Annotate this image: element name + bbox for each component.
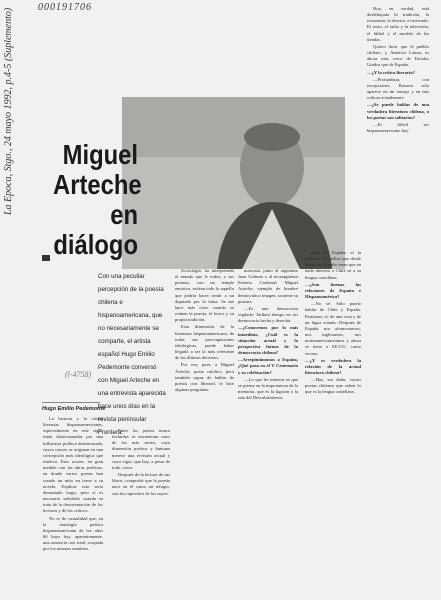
paragraph: La historia y la crítica literarias hispanoamericanas, especialmente en este siglo, están distorsionadas por una influencia política desmesurada, cuyos cauces se originan en una concepción más ideológica que estética. Esto ocurre, en gran medida con las obras poéticas, en donde varios poetas han creado un mito en torno a su novela. Explicar esto sería demasiado largo; pero sí es necesario señalarlo cuando se trata de la desorientación de los lectores y de los críticos. [43, 416, 103, 514]
byline: Hugo Emilio Pedemonte [42, 406, 106, 412]
paragraph: —Lo que les interesa es que se piense en la importancia de la memoria, que es la ligazón y la raíz del Descubrimiento. [238, 376, 298, 401]
interview-question: —¿Se puede hablar de una verdadera literatura chilena, o los poetas son solitarios? [367, 102, 429, 120]
interview-question: —¿Son buenas las relaciones de España e Hispanoamérica? [305, 281, 361, 300]
headline-line: Miguel [62, 139, 138, 170]
paragraph: —No sé. Sólo puedo hablar de Chile y España. Partamos, sí, de una cosa y de un lugar común: Después de España, nos afrancesamos, nos inglesamos, nos norteamericanizamos y ahora se tiene a EE.UU. como vecino. [305, 301, 361, 356]
paragraph: —Hay, sin duda, varios poetas chilenos que saben lo que es la lengua castellana. [305, 377, 361, 395]
section-marker [42, 255, 50, 261]
portrait-illustration [122, 97, 345, 269]
paragraph: No es de casualidad que, en la antología poética hispanoamericana de los años 60 haya hoy, aparentemente, una ausencia casi total, ocupada por los mismos nombres. [43, 515, 103, 552]
paragraph: Esta dimensión de la literatura hispanoamericana, de todas sus preocupaciones ideológicas, puede haber llegado a ser la más relevante de los últimos decenios. [175, 324, 234, 361]
headline-line: diálogo [53, 229, 138, 260]
paragraph: Después de la lectura de sus libros, comprobé que la poesía nace en él como un refugio, con los reproches de los suyos. [112, 472, 170, 496]
handwritten-archive-number: 000191706 [38, 2, 92, 13]
headline [53, 139, 142, 260]
portrait-photo [122, 97, 345, 269]
byline-rule [42, 402, 100, 403]
paragraph: —Profundizar, con excepciones. Rosario solo aparece en mi ensayo y en mis críticas actualmente. [367, 76, 429, 101]
article-column-4 [238, 268, 298, 598]
interview-question: —¿Y es verdadera la relación de la actual literatura chilena? [305, 357, 361, 375]
handwritten-source-note: La Epoca, Stgo., 24 mayo 1992, p.4-5 (Suplemento) [3, 7, 14, 215]
article-column-5 [305, 250, 361, 598]
stamp-code: (l-4758) [65, 370, 92, 379]
paragraph: Entre los poetas nunca incluidos se encuentran unos de los más serios, cuya dimensión poética y humana merece una revisión actual y cuyo vigor, que hoy, a pesar de todo, crece. [112, 428, 170, 470]
paragraph: marxista, junto al argentino Juan Gelman o al nicaragüense Ernesto Cardenal, Miguel Arteche, ejemplo de hombre democrático imagen, sostiene su postura. [238, 268, 298, 304]
deck-intro: Con una peculiar percepción de la poesía chilena e hispanoamericana, que no necesariamente se comparte, el artista español Hugo Emilio Pedemonte conversó con Miguel Arteche en una entrevista aparecida hace unos días en la revista peninsular Frontera. [98, 273, 166, 436]
paragraph: Hoy, en verdad, está desdibujada la tradición, la economía, la técnica, el mercado. El resto, el radio y la televisión, el fútbol y el modelo de las tiendas. [367, 6, 429, 42]
article-column-1 [43, 416, 103, 596]
interview-question: —Arrepintámonos a España, ¿Qué pasa en el V Centenario y su celebración? [238, 357, 298, 375]
interview-question: —¿Conocemos por lo más inmediato, ¿Cuál es la situación actual y la perspectiva futura de la democracia chilena? [238, 325, 298, 356]
paragraph: Quiero decir que el pueblo chileno, y América Latina, es ahora más cerca de Estados Unidos que de España. [367, 43, 429, 68]
headline-line: en [110, 199, 138, 230]
paragraph: —Es una democracia vigilada. Tardará tiempo en ser democracia hecha y derecha. [238, 305, 298, 324]
paragraph: —Es difícil ser hispanoamericano hoy. [367, 121, 429, 133]
headline-line: Arteche [53, 169, 142, 200]
paragraph: nada de España, sí la quieren, a aquellos que desde dentro de España creen que en nada interesa a Chile ni a su lengua castellana. [305, 250, 361, 280]
article-column-2 [112, 428, 170, 598]
paragraph: Por eso, pues, a Miguel Arteche, poeta católico, pero también capaz de hablar de poesía con libertad, le hice algunas preguntas. [175, 362, 234, 392]
article-column-6 [367, 6, 429, 598]
interview-question: —¿Y la crítica literaria? [367, 69, 415, 75]
article-column-3 [175, 268, 234, 598]
paragraph: Sociología, ha interpretado el mundo que le rodea, y sus poemas, con un temple emotivo, rodean todo lo aquello que podría hacer sentir a un diputado por la fama. Se me hace más claro cuando se reúnen la poesía, el lector y su propia tradición. [175, 268, 234, 323]
